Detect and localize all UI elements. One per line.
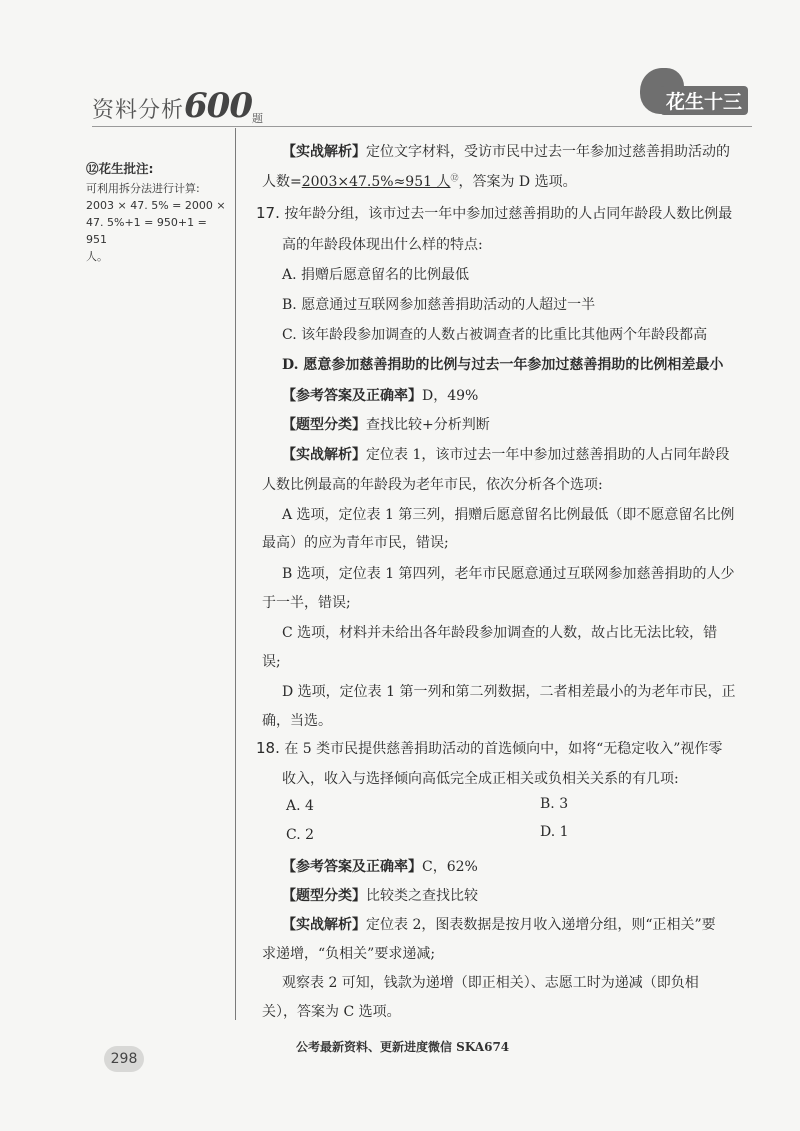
question-number: 18. <box>256 739 280 757</box>
label: 【参考答案及正确率】 <box>282 859 422 875</box>
question-18-option-a: A. 4 <box>286 798 314 814</box>
question-17-analysis: A 选项，定位表 1 第三列，捐赠后愿意留名比例最低（即不愿意留名比例 <box>282 507 735 523</box>
question-18-option-d: D. 1 <box>540 824 569 840</box>
text: 定位表 2，图表数据是按月收入递增分组，则“正相关”要 <box>366 917 716 933</box>
text: 按年龄分组，该市过去一年中参加过慈善捐助的人占同年龄段人数比例最 <box>284 206 733 222</box>
label: 【题型分类】 <box>282 888 366 904</box>
question-18-stem: 收入，收入与选择倾向高低完全成正相关或负相关关系的有几项: <box>282 771 679 787</box>
question-17-option-d: D. 愿意参加慈善捐助的比例与过去一年参加过慈善捐助的比例相差最小 <box>282 357 724 373</box>
brand-logo <box>640 68 743 116</box>
question-18-type <box>282 885 478 905</box>
label: 【实战解析】 <box>282 917 366 933</box>
text: D，49% <box>422 388 479 404</box>
question-17-stem <box>256 203 732 223</box>
calc-underlined: 2003×47.5%≈951 人 <box>301 174 451 190</box>
question-17-stem: 高的年龄段体现出什么样的特点: <box>282 237 483 253</box>
text: 在 5 类市民提供慈善捐助活动的首选倾向中，如将“无稳定收入”视作零 <box>284 741 723 757</box>
brand-name: 花生十三 <box>660 86 748 115</box>
question-18-analysis: 关），答案为 C 选项。 <box>262 1004 401 1020</box>
question-17-analysis: B 选项，定位表 1 第四列，老年市民愿意通过互联网参加慈善捐助的人少 <box>282 566 735 582</box>
sidebar-note-line: 2003 × 47. 5% = 2000 × <box>86 199 226 212</box>
book-title-number: 600 <box>184 86 252 126</box>
prev-analysis-line <box>282 141 730 161</box>
question-18-analysis <box>282 914 716 934</box>
sidebar-note-line: 人。 <box>86 250 108 263</box>
text: 定位文字材料，受访市民中过去一年参加过慈善捐助活动的 <box>366 144 730 160</box>
label: 【实战解析】 <box>282 144 366 160</box>
text: 人数= <box>262 174 302 190</box>
question-17-analysis: D 选项，定位表 1 第一列和第二列数据，二者相差最小的为老年市民，正 <box>282 684 736 700</box>
sidebar-note-line: 可利用拆分法进行计算: <box>86 182 200 195</box>
question-17-analysis <box>282 444 729 464</box>
text: 定位表 1，该市过去一年中参加过慈善捐助的人占同年龄段 <box>366 447 730 463</box>
question-17-type <box>282 414 490 434</box>
question-18-option-c: C. 2 <box>286 827 315 843</box>
question-17-option-c: C. 该年龄段参加调查的人数占被调查者的比重比其他两个年龄段都高 <box>282 327 708 343</box>
question-17-option-b: B. 愿意通过互联网参加慈善捐助活动的人超过一半 <box>282 297 596 313</box>
sidebar-note <box>86 160 228 265</box>
page-number: 298 <box>104 1046 144 1072</box>
sidebar-note-line: 47. 5%+1 = 950+1 = 951 <box>86 216 207 246</box>
question-18-stem <box>256 738 722 758</box>
label: 【实战解析】 <box>282 447 366 463</box>
book-title-text: 资料分析 <box>92 98 185 123</box>
question-17-answer <box>282 385 478 405</box>
text: 查找比较+分析判断 <box>366 417 490 433</box>
prev-analysis-line <box>262 171 577 191</box>
question-18-analysis: 观察表 2 可知，钱款为递增（即正相关）、志愿工时为递减（即负相 <box>282 975 699 991</box>
question-number: 17. <box>256 204 280 222</box>
book-title-suffix: 题 <box>252 112 264 125</box>
column-divider <box>235 128 236 1020</box>
book-title <box>92 86 264 126</box>
question-18-option-b: B. 3 <box>540 796 569 812</box>
note-ref: ⑫ <box>450 173 459 183</box>
question-18-answer <box>282 856 478 876</box>
text: C，62% <box>422 859 478 875</box>
question-17-option-a: A. 捐赠后愿意留名的比例最低 <box>282 267 470 283</box>
question-17-analysis: 误; <box>262 654 281 670</box>
question-17-analysis: 最高）的应为青年市民，错误; <box>262 535 449 551</box>
header-rule <box>92 126 752 127</box>
question-18-analysis: 求递增，“负相关”要求递减; <box>262 946 436 962</box>
question-17-analysis: C 选项，材料并未给出各年龄段参加调查的人数，故占比无法比较，错 <box>282 625 718 641</box>
label: 【题型分类】 <box>282 417 366 433</box>
question-17-analysis: 于一半，错误; <box>262 595 351 611</box>
text: ，答案为 D 选项。 <box>458 174 577 190</box>
label: 【参考答案及正确率】 <box>282 388 422 404</box>
footer-note: 公考最新资料、更新进度微信 SKA674 <box>296 1040 510 1054</box>
sidebar-note-heading: ⑫花生批注: <box>86 161 154 176</box>
question-17-analysis: 人数比例最高的年龄段为老年市民，依次分析各个选项: <box>262 477 603 493</box>
question-17-analysis: 确，当选。 <box>262 713 332 729</box>
text: 比较类之查找比较 <box>366 888 478 904</box>
